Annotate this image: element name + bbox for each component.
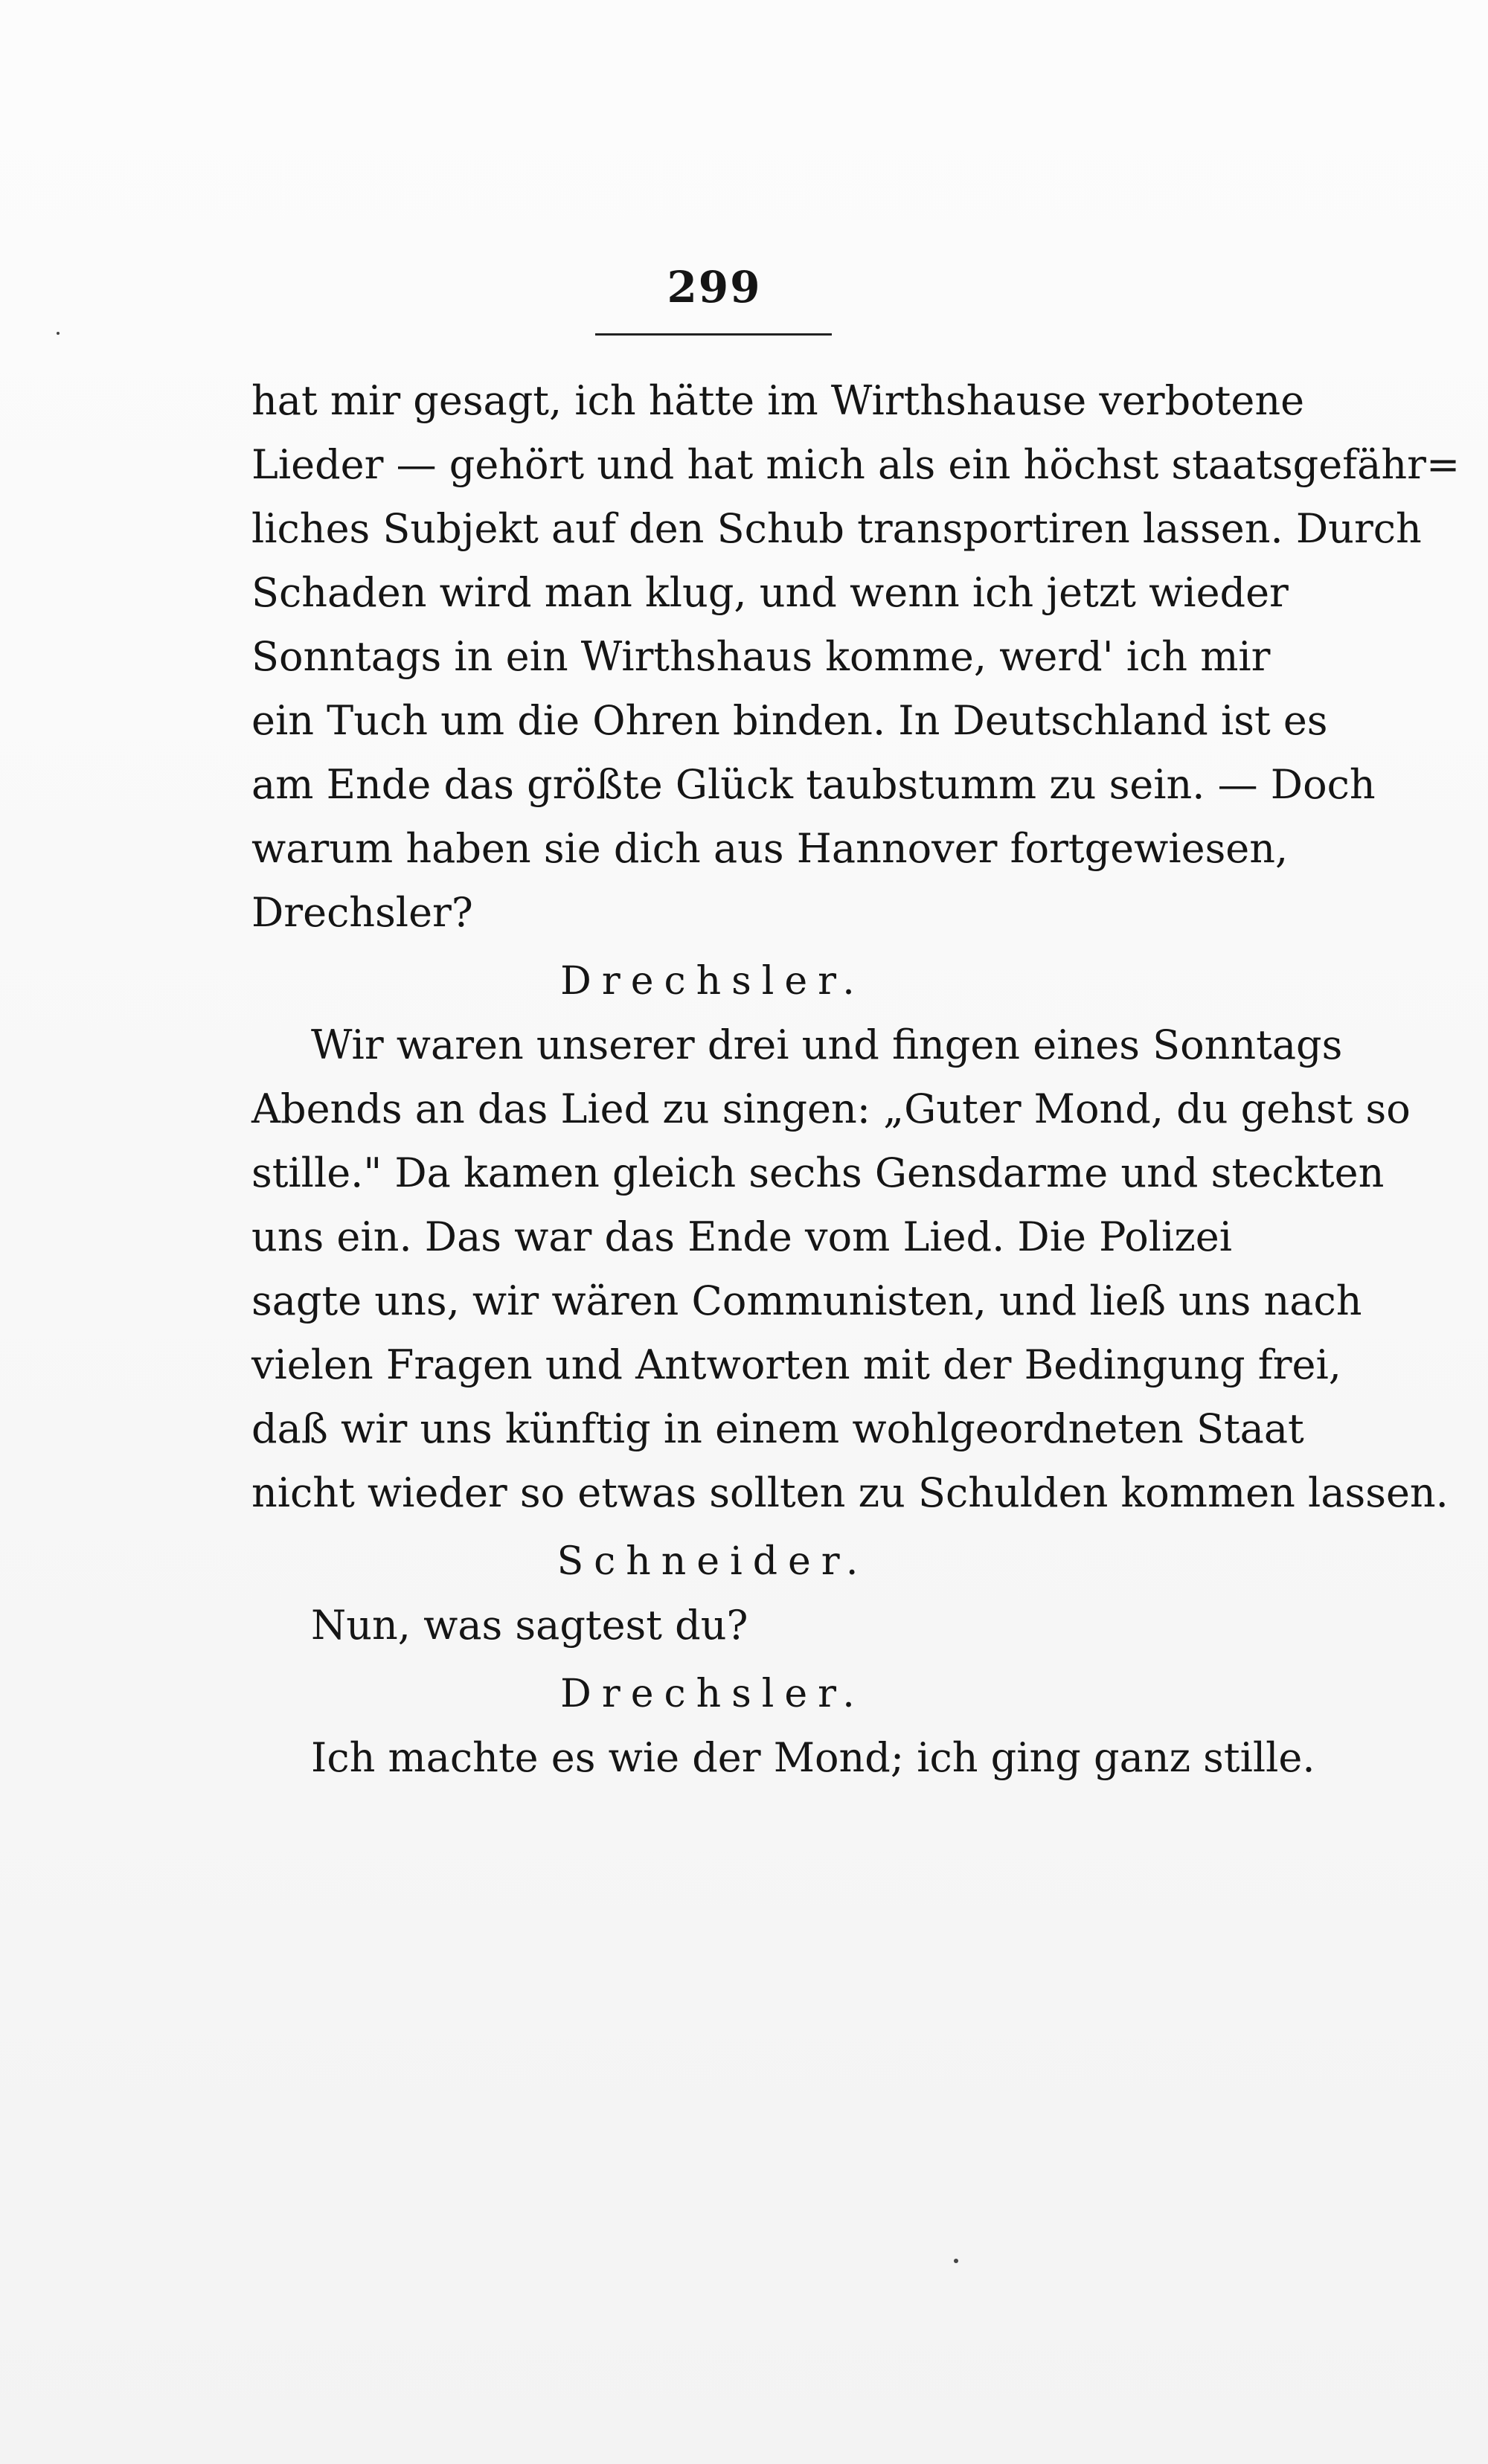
speaker-name: Schneider. — [557, 1539, 869, 1584]
text-line: sagte uns, wir wären Communisten, und ließ uns nach — [251, 1277, 1362, 1324]
text-line: Ich machte es wie der Mond; ich ging ganz stille. — [311, 1734, 1315, 1781]
paragraph-drechsler-reply — [251, 1726, 1315, 1790]
text-line: vielen Fragen und Antworten mit der Bedingung frei, — [251, 1341, 1341, 1388]
paper-speck — [954, 2259, 958, 2263]
text-line: Wir waren unserer drei und fingen eines Sonntags — [311, 1021, 1343, 1068]
text-line: warum haben sie dich aus Hannover fortgewiesen, — [251, 825, 1289, 872]
text-line: Nun, was sagtest du? — [311, 1602, 748, 1649]
text-line: Drechsler? — [251, 889, 473, 936]
text-line: am Ende das größte Glück taubstumm zu sein. — Doch — [251, 761, 1376, 808]
text-line: liches Subjekt auf den Schub transportiren lassen. Durch — [251, 505, 1422, 552]
text-line: daß wir uns künftig in einem wohlgeordneten Staat — [251, 1405, 1304, 1452]
page-number: 299 — [667, 262, 762, 312]
text-line: Lieder — gehört und hat mich als ein höchst staatsgefähr= — [251, 441, 1460, 488]
speaker-name: Drechsler. — [560, 959, 865, 1004]
text-line: Sonntags in ein Wirthshaus komme, werd' ich mir — [251, 633, 1271, 680]
header-rule — [595, 333, 832, 336]
speaker-name: Drechsler. — [560, 1672, 865, 1716]
text-line: Abends an das Lied zu singen: „Guter Mond, du gehst so — [251, 1085, 1411, 1132]
text-line: stille." Da kamen gleich sechs Gensdarme und steckten — [251, 1149, 1385, 1196]
text-line: ein Tuch um die Ohren binden. In Deutschland ist es — [251, 697, 1328, 744]
text-line: uns ein. Das war das Ende vom Lied. Die Polizei — [251, 1213, 1232, 1260]
text-line: hat mir gesagt, ich hätte im Wirthshause verbotene — [251, 377, 1305, 424]
paper-speck — [57, 332, 60, 335]
paragraph-drechsler-speech — [251, 1013, 1449, 1525]
paragraph-continuation — [251, 369, 1460, 945]
paragraph-schneider-speech — [251, 1594, 1174, 1658]
text-line: Schaden wird man klug, und wenn ich jetzt wieder — [251, 569, 1289, 616]
text-body — [251, 369, 1460, 1790]
text-line: nicht wieder so etwas sollten zu Schulden kommen lassen. — [251, 1469, 1449, 1516]
